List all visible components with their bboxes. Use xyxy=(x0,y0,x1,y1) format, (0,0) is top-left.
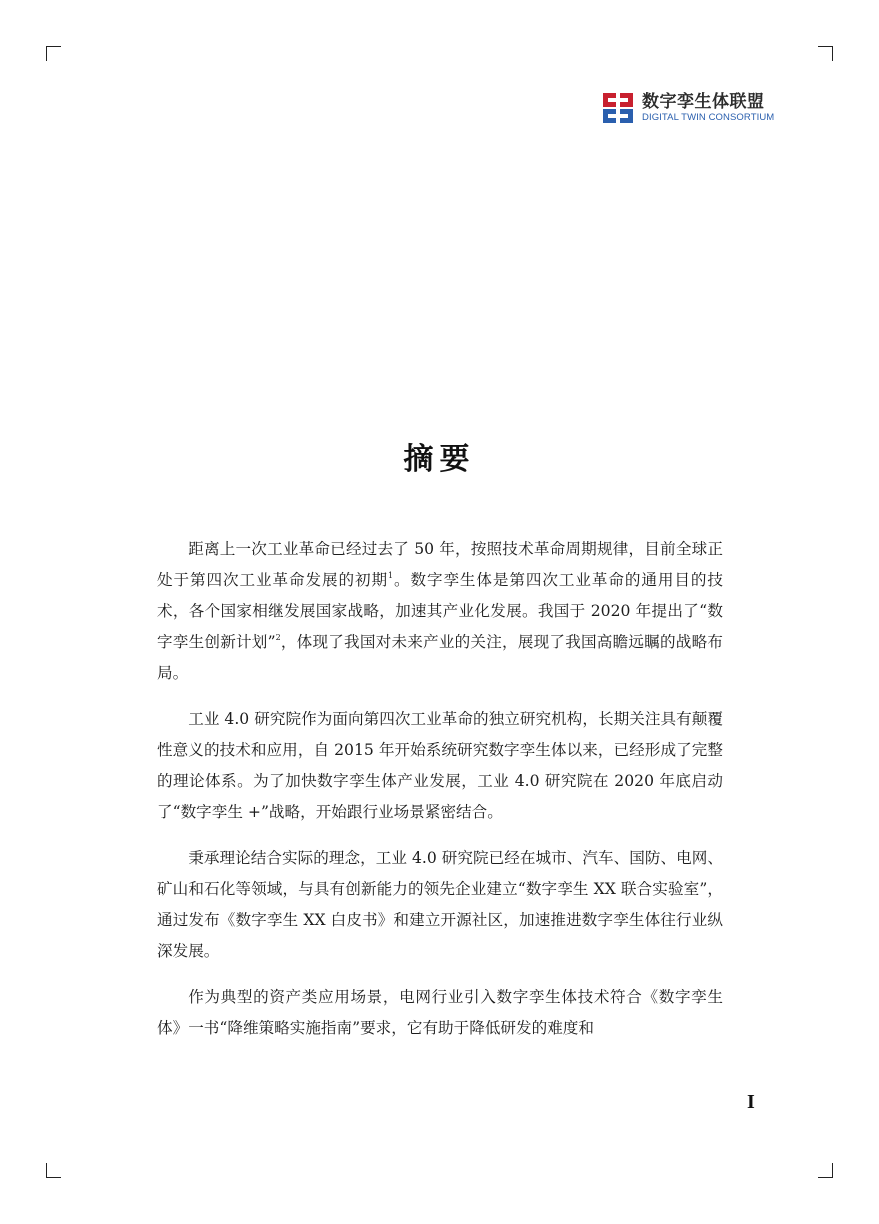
paragraph-1-part-2: 。数字孪生体是第四次工业革命的通用目的技术，各个国家相继发展国家战略，加速其产业化发展。我国于 2020 年提出了“数字孪生创新计划” xyxy=(157,571,723,651)
paragraph-4: 作为典型的资产类应用场景，电网行业引入数字孪生体技术符合《数字孪生体》一书“降维策略实施指南”要求，它有助于降低研发的难度和 xyxy=(157,988,723,1037)
crop-mark-top-right xyxy=(818,46,833,61)
logo-chinese-name: 数字孪生体联盟 xyxy=(642,92,765,112)
page-title: 摘要 xyxy=(403,442,476,477)
crop-mark-bottom-left xyxy=(46,1163,61,1178)
paragraph-2: 工业 4.0 研究院作为面向第四次工业革命的独立研究机构，长期关注具有颠覆性意义的技术和应用，自 2015 年开始系统研究数字孪生体以来，已经形成了完整的理论体系。为了加快数字孪生体产业发展，工业 4.0 研究院在 2020 年底启动了“数字孪生 +”战略，开始跟行业场景紧密结合。 xyxy=(157,710,723,821)
logo-english-name: DIGITAL TWIN CONSORTIUM xyxy=(642,112,775,123)
footnote-ref-2: 2 xyxy=(275,633,281,642)
paragraph-1 xyxy=(157,534,723,689)
footnote-ref-1: 1 xyxy=(387,571,394,580)
paragraph-1-part-3: ，体现了我国对未来产业的关注，展现了我国高瞻远瞩的战略布局。 xyxy=(157,633,723,682)
crop-mark-bottom-right xyxy=(818,1163,833,1178)
abstract-body xyxy=(157,534,723,1059)
crop-mark-top-left xyxy=(46,46,61,61)
paragraph-3: 秉承理论结合实际的理念，工业 4.0 研究院已经在城市、汽车、国防、电网、矿山和石化等领域，与具有创新能力的领先企业建立“数字孪生 XX 联合实验室”，通过发布《数字孪生 XX 白皮书》和建立开源社区，加速推进数字孪生体往行业纵深发展。 xyxy=(157,849,723,960)
consortium-logo xyxy=(600,90,774,126)
paragraph-1-part-1: 距离上一次工业革命已经过去了 50 年，按照技术革命周期规律，目前全球正处于第四次工业革命发展的初期 xyxy=(157,540,723,589)
logo-text-block xyxy=(642,92,774,124)
consortium-logo-icon xyxy=(600,90,636,126)
page-number: I xyxy=(747,1091,755,1113)
